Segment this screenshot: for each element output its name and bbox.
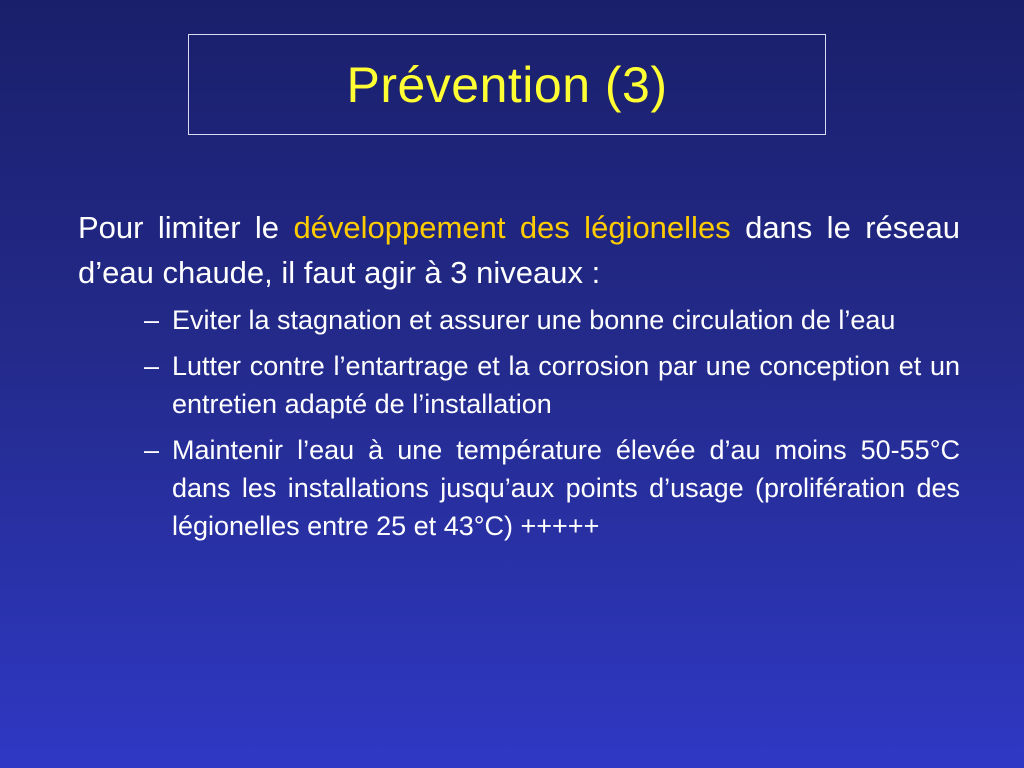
bullet-text: Lutter contre l’entartrage et la corrosion par une conception et un entretien adapté de l’installation: [172, 351, 960, 419]
intro-text-before: Pour limiter le: [78, 210, 294, 245]
bullet-text: Eviter la stagnation et assurer une bonne circulation de l’eau: [172, 305, 896, 335]
bullet-text: Maintenir l’eau à une température élevée d’au moins 50-55°C dans les installations jusqu’aux points d’usage (prolifération des légionelles entre 25 et 43°C) +++++: [172, 435, 960, 541]
bullet-dash: –: [144, 435, 160, 465]
bullet-item-entartrage: [78, 347, 960, 423]
bullet-item-temperature: [78, 431, 960, 545]
bullet-dash: –: [144, 305, 160, 335]
intro-paragraph: [78, 205, 960, 295]
bullet-list: [78, 301, 960, 545]
bullet-item-stagnation: [78, 301, 960, 339]
intro-highlight: développement des légionelles: [293, 210, 731, 245]
slide-content: [78, 205, 960, 553]
slide-title: Prévention (3): [346, 56, 668, 113]
bullet-dash: –: [144, 351, 160, 381]
intro-text-after: dans le réseau d’eau chaude, il faut agir à 3 niveaux :: [78, 210, 960, 290]
title-box: [188, 34, 826, 135]
